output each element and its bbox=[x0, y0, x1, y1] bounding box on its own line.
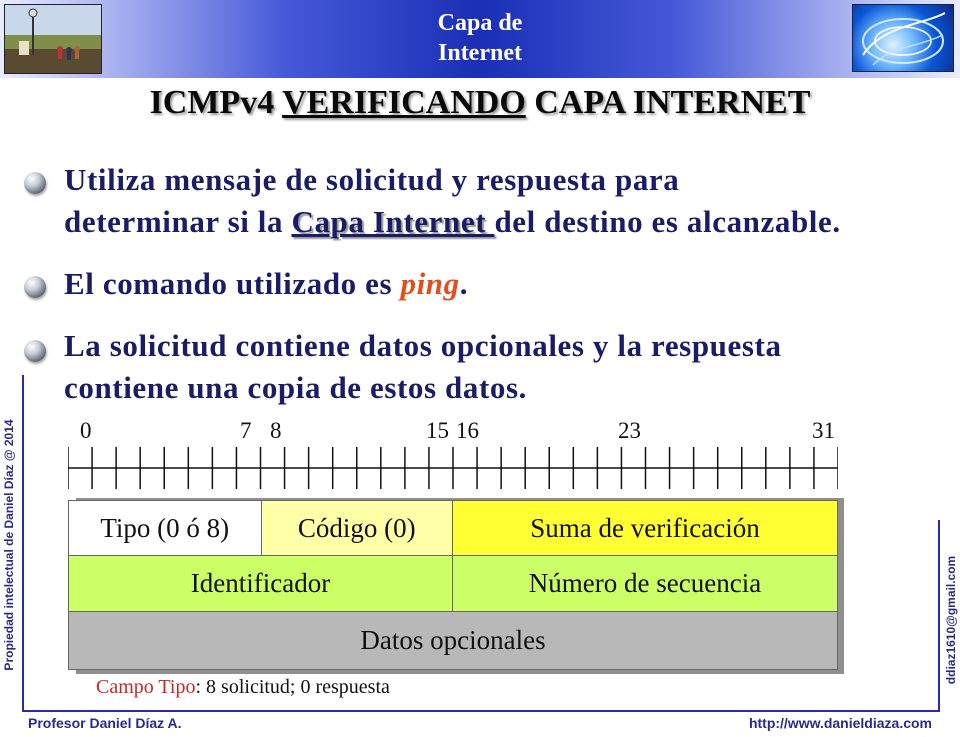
bit-ruler bbox=[68, 447, 838, 489]
email-vertical bbox=[942, 530, 960, 710]
network-sphere-graphic-icon bbox=[852, 4, 954, 72]
packet-row-data bbox=[68, 612, 838, 670]
landscape-photo-icon bbox=[4, 4, 102, 74]
field-numero-secuencia: Número de secuencia bbox=[453, 556, 837, 611]
slide-title-part1: ICMPv4 bbox=[149, 84, 283, 121]
copyright-text: Propiedad intelectual de Daniel Díaz @ 2014 bbox=[2, 419, 16, 671]
field-datos-opcionales: Datos opcionales bbox=[69, 612, 837, 669]
bit-label-16: 16 bbox=[456, 418, 479, 443]
bit-label-7: 7 bbox=[240, 418, 252, 443]
bottom-border-line bbox=[22, 710, 940, 712]
tipo-note-part2: : 8 solicitud; 0 respuesta bbox=[195, 676, 390, 698]
field-suma-verificacion: Suma de verificación bbox=[453, 501, 837, 555]
icmp-packet-format bbox=[68, 500, 838, 670]
bullet-2 bbox=[64, 264, 468, 304]
section-title-line1: Capa de bbox=[437, 10, 523, 36]
bullet-2-after: . bbox=[459, 266, 469, 301]
slide-title-part2: VERIFICANDO bbox=[282, 84, 526, 121]
section-title bbox=[380, 8, 580, 68]
bullet-1-line2 bbox=[64, 202, 841, 242]
bit-label-0: 0 bbox=[80, 418, 92, 443]
bullet-3-line1: La solicitud contiene datos opcionales y la respuesta bbox=[64, 328, 782, 363]
copyright-vertical bbox=[0, 385, 18, 705]
bullet-2-before: El comando utilizado es bbox=[64, 266, 401, 301]
bullet-3-line2: contiene una copia de estos datos. bbox=[64, 370, 528, 405]
tipo-field-note bbox=[96, 676, 390, 699]
field-codigo: Código (0) bbox=[262, 501, 454, 555]
capa-internet-link[interactable]: Capa Internet bbox=[291, 204, 495, 239]
sphere-bullet-icon bbox=[24, 340, 46, 362]
field-tipo: Tipo (0 ó 8) bbox=[69, 501, 262, 555]
sphere-bullet-icon bbox=[24, 276, 46, 298]
bit-label-23: 23 bbox=[618, 418, 641, 443]
field-identificador: Identificador bbox=[69, 556, 453, 611]
bullet-1-line2-after: del destino es alcanzable. bbox=[494, 204, 841, 239]
author-name: Profesor Daniel Díaz A. bbox=[28, 715, 182, 731]
ping-command: ping bbox=[400, 266, 460, 301]
section-title-line2: Internet bbox=[438, 40, 522, 66]
bit-label-15: 15 bbox=[426, 418, 449, 443]
website-link[interactable]: http://www.danieldiaza.com bbox=[748, 715, 932, 731]
bit-label-8: 8 bbox=[270, 418, 282, 443]
packet-row-id bbox=[68, 556, 838, 612]
slide-title bbox=[0, 84, 960, 122]
right-border-line bbox=[938, 520, 940, 710]
packet-row-header bbox=[68, 500, 838, 556]
tipo-note-part1: Campo Tipo bbox=[96, 676, 196, 698]
bullet-1-line2-before: determinar si la bbox=[64, 204, 292, 239]
sphere-bullet-icon bbox=[24, 172, 46, 194]
email-text: ddiaz1610@gmail.com bbox=[944, 555, 958, 685]
slide-title-part3: CAPA INTERNET bbox=[525, 84, 811, 121]
left-border-line bbox=[22, 375, 24, 710]
bullet-1-line1: Utiliza mensaje de solicitud y respuesta para bbox=[64, 162, 680, 197]
bit-label-31: 31 bbox=[812, 418, 835, 443]
